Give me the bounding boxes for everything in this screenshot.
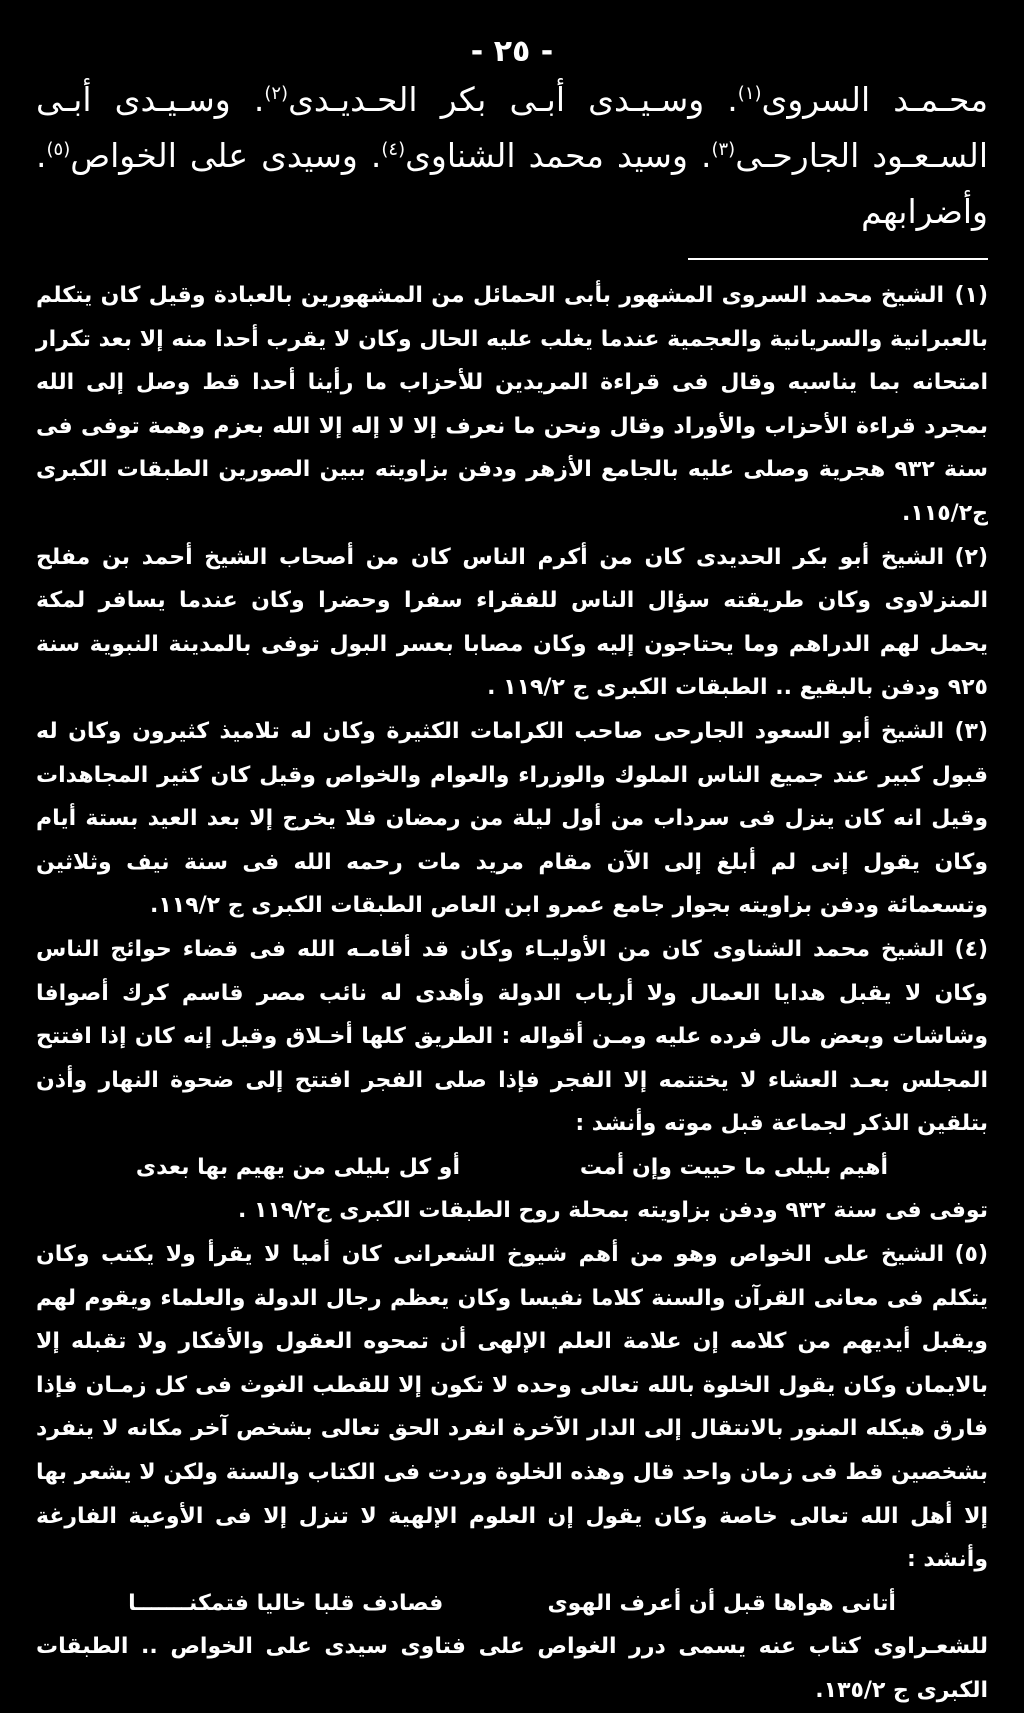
footnote-text: الشيخ محمد السروى المشهور بأبى الحمائل من المشهورين بالعبادة وقيل كان يتكلم بالعبرانية والسريانية والعجمية عندما يغلب عليه الحال وكان لا يقرب أحدا منه إلا بعد تكرار امتحانه بما يناسبه وقال فى قراءة المريدين للأحزاب ما رأينا أحدا قط وصل إلى الله بمجرد قراءة الأحزاب والأوراد وقال ونحن ما نعرف إلا لا إله إلا الله بعزم وهمة توفى فى سنة ٩٣٢ هجرية وصلى عليه بالجامع الأزهر ودفن بزاويته ببين الصورين الطبقات الكبرى ج١١٥/٢. (36, 283, 988, 526)
footnote-ref: (٥) (46, 139, 71, 160)
page-number: - ٢٥ - (470, 34, 554, 69)
document-page (36, 32, 988, 1703)
footnote-number: (٣) (954, 718, 988, 744)
footnote-4 (36, 928, 988, 1146)
footnote-5 (36, 1233, 988, 1582)
footnote-number: (٤) (954, 936, 988, 962)
verse-1-second-hemistich: أو كل بليلى من يهيم بها بعدى (135, 1154, 461, 1180)
verse-2-second-hemistich: فصادف قلبا خاليا فتمكنـــــــا (128, 1590, 444, 1616)
footnote-3 (36, 710, 988, 928)
main-text-segment: . وسيد محمد الشناوى (405, 136, 712, 175)
footnote-text: الشيخ أبو بكر الحديدى كان من أكرم الناس كان من أصحاب الشيخ أحمد بن مفلح المنزلاوى وكان طريقته سؤال الناس للفقراء سفرا وحضرا وكان عندما يسافر لمكة يحمل لهم الدراهم وما يحتاجون إليه وكان مصابا بعسر البول توفى بالمدينة النبوية سنة ٩٢٥ ودفن بالبقيع .. الطبقات الكبرى ج ١١٩/٢ . (36, 544, 988, 701)
footnote-ref: (١) (737, 83, 762, 104)
footnote-1 (36, 274, 988, 536)
footnote-4-conclusion: توفى فى سنة ٩٣٢ ودفن بزاويته بمحلة روح الطبقات الكبرى ج١١٩/٢ . (237, 1198, 988, 1224)
verse-1 (36, 1146, 988, 1190)
main-text-segment: . وأضرابهم (36, 136, 988, 231)
verse-2-first-hemistich: أتانى هواها قبل أن أعرف الهوى (547, 1590, 896, 1616)
main-text-segment: . وسـيـدى أبـى السـعـود الجارحـى (36, 80, 988, 175)
footnote-ref: (٤) (381, 139, 406, 160)
footnote-separator (688, 258, 988, 260)
verse-1-first-hemistich: أهيم بليلى ما حييت وإن أمت (579, 1154, 889, 1180)
main-text-segment: . وسـيـدى أبـى بكر الحـديـدى (288, 80, 738, 119)
footnote-number: (٢) (954, 544, 988, 570)
footnote-ref: (٣) (711, 139, 736, 160)
footnote-number: (١) (954, 283, 988, 308)
main-text (36, 72, 988, 240)
main-text-segment: محـمـد السروى (761, 80, 988, 119)
footnote-number: (٥) (954, 1242, 988, 1268)
main-text-segment: . وسيدى على الخواص (70, 136, 382, 175)
footnote-ref: (٢) (264, 83, 289, 104)
footnote-text: الشيخ على الخواص وهو من أهم شيوخ الشعرانى كان أميا لا يقرأ ولا يكتب وكان يتكلم فى معانى القرآن والسنة كلاما نفيسا وكان يعظم رجال الدولة والعلماء ويقوم لهم ويقبل أيديهم من كلامه إن علامة العلم الإلهى أن تمحوه العقول والأفكار ولا تقبله إلا بالايمان وكان يقول الخلوة بالله تعالى وحده لا تكون إلا للقطب الغوث فى كل زمـان فإذا فارق هيكله المنور بالانتقال إلى الدار الآخرة انفرد الحق تعالى بشخص آخر مكانه لا ينفرد بشخصين قط فى زمان واحد قال وهذه الخلوة وردت فى الكتاب والسنة ولكن لا يشعر بها إلا أهل الله تعالى خاصة وكان يقول إن العلوم الإلهية لا تنزل إلا فى الأوعية الفارغة وأنشد : (36, 1242, 988, 1573)
footnote-text: الشيخ محمد الشناوى كان من الأوليـاء وكان قد أقامـه الله فى قضاء حوائج الناس وكان لا يقبل هدايا العمال ولا أرباب الدولة وأهدى له نائب مصر قاسم كرك أصوافا وشاشات وبعض مال فرده عليه ومـن أقواله : الطريق كلها أخـلاق وقيل إنه كان إذا افتتح المجلس بعـد العشاء لا يختتمه إلا الفجر فإذا صلى الفجر افتتح إلى ضحوة النهار وأذن بتلقين الذكر لجماعة قبل موته وأنشد : (36, 936, 988, 1137)
footnote-2 (36, 536, 988, 710)
footnote-text: الشيخ أبو السعود الجارحى صاحب الكرامات الكثيرة وكان له تلاميذ كثيرون وكان له قبول كبير عند جميع الناس الملوك والوزراء والعوام والخواص وقيل كان كثير المجاهدات وقيل انه كان ينزل فى سرداب من أول ليلة من رمضان فلا يخرج إلا بعد العيد بستة أيام وكان يقول إنى لم أبلغ إلى الآن مقام مريد مات رحمه الله فى سنة نيف وثلاثين وتسعمائة ودفن بزاويته بجوار جامع عمرو ابن العاص الطبقات الكبرى ج ١١٩/٢. (36, 718, 988, 919)
verse-2 (36, 1582, 988, 1626)
footnote-5-closing: للشعـراوى كتاب عنه يسمى درر الغواص على فتاوى سيدى على الخواص .. الطبقات الكبرى ج ١٣٥/٢. (36, 1634, 988, 1703)
